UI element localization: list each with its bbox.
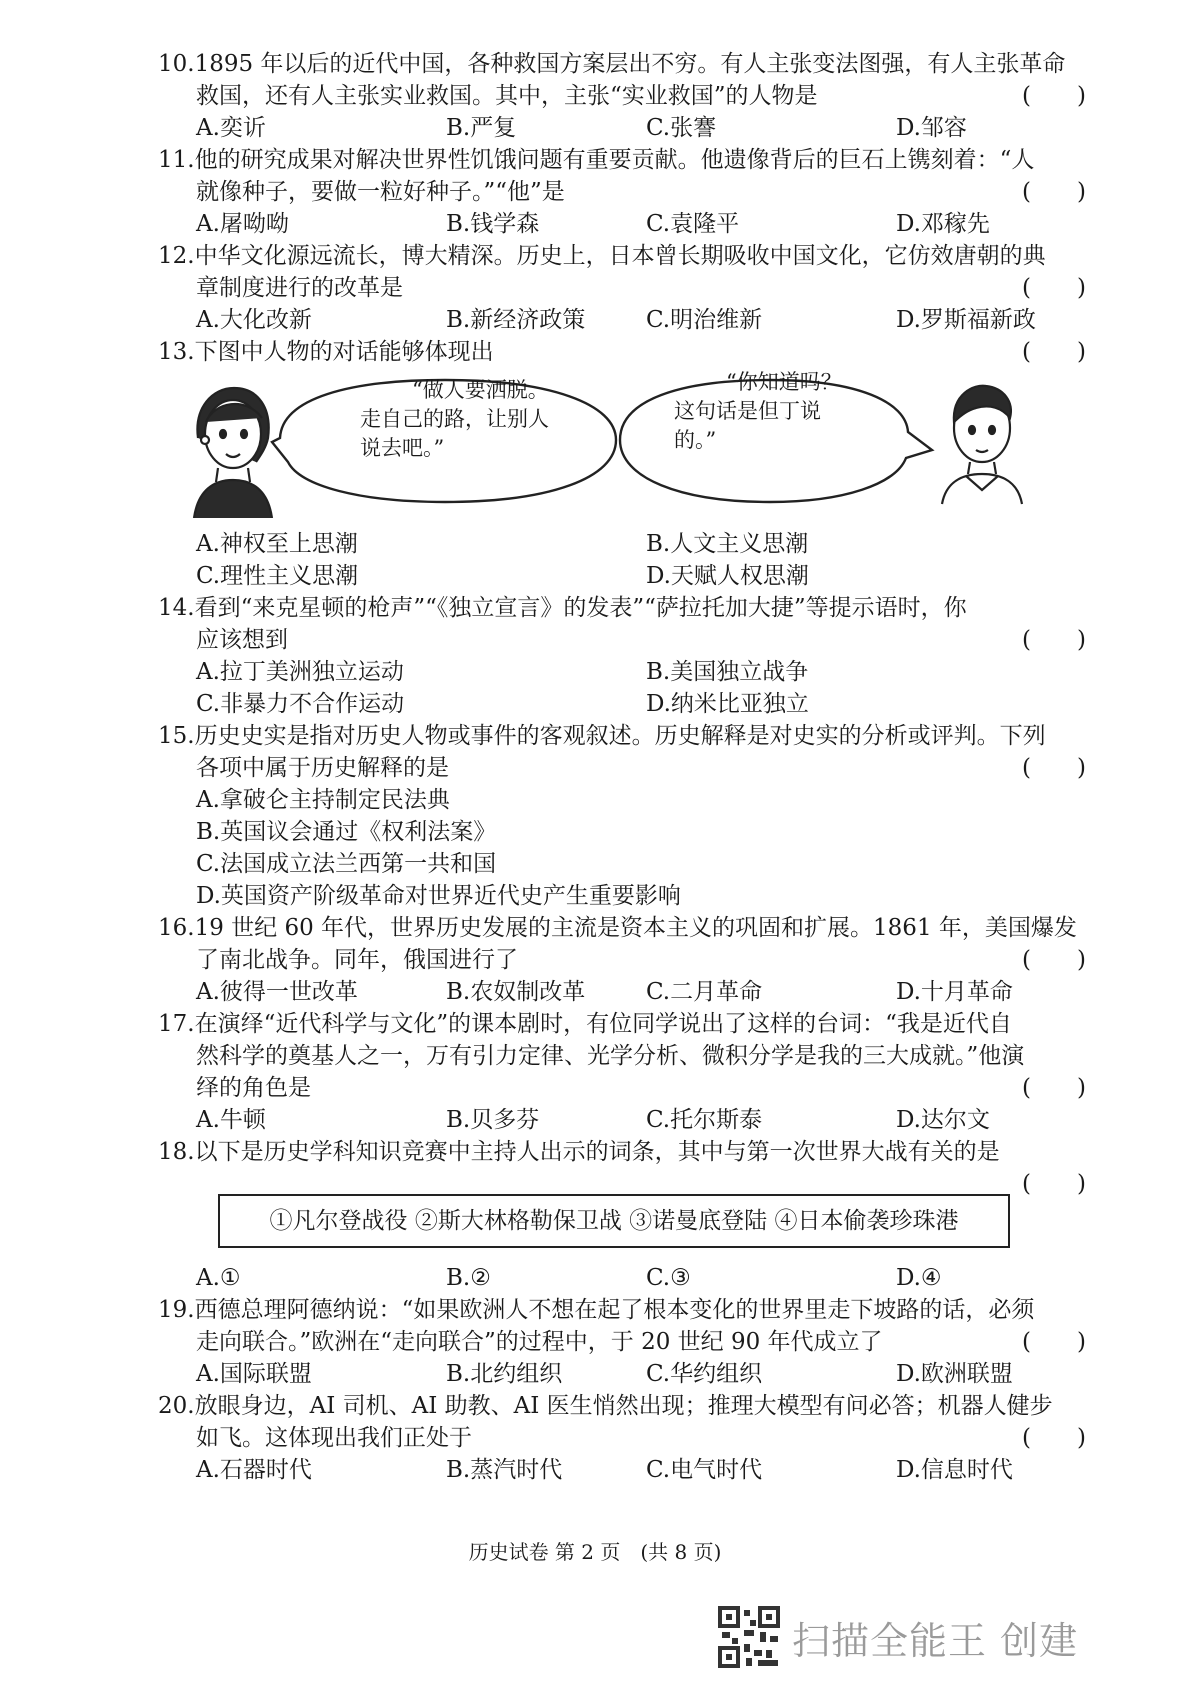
- answer-blank: ( ): [1022, 627, 1086, 653]
- options-row: [158, 1358, 1088, 1390]
- question-text: 绎的角色是: [196, 1075, 311, 1101]
- boy-speech-line: 的。”: [674, 428, 717, 452]
- option-d: D.天赋人权思潮: [646, 563, 809, 589]
- question-text: 救国，还有人主张实业救国。其中，主张“实业救国”的人物是: [196, 83, 818, 109]
- options-row: [158, 560, 1088, 592]
- answer-blank: ( ): [1022, 1075, 1086, 1101]
- question-13-options: [158, 528, 1088, 592]
- answer-blank: ( ): [1022, 947, 1086, 973]
- options-row: [158, 656, 1088, 688]
- question-text: 章制度进行的改革是: [196, 275, 403, 301]
- dialogue-illustration: [190, 370, 1080, 518]
- watermark-text: 扫描全能王 创建: [792, 1619, 1079, 1663]
- qr-code-icon: [718, 1606, 780, 1668]
- question-12: [158, 240, 1088, 336]
- question-text: 就像种子，要做一粒好种子。”“他”是: [196, 179, 565, 205]
- option-b: B.钱学森: [446, 211, 540, 237]
- question-text: 14.看到“来克星顿的枪声”“《独立宣言》的发表”“萨拉托加大捷”等提示语时，你: [158, 595, 967, 621]
- question-text: 16.19 世纪 60 年代，世界历史发展的主流是资本主义的巩固和扩展。1861 年，美国爆发: [158, 915, 1077, 941]
- question-text: 13.下图中人物的对话能够体现出: [158, 339, 494, 365]
- page-footer: 历史试卷 第 2 页 (共 8 页): [468, 1540, 722, 1564]
- option-d: D.达尔文: [896, 1107, 990, 1133]
- option-d: D.英国资产阶级革命对世界近代史产生重要影响: [196, 883, 681, 909]
- option-c: C.非暴力不合作运动: [196, 691, 405, 717]
- option-b: B.北约组织: [446, 1361, 563, 1387]
- answer-blank: ( ): [1022, 1171, 1086, 1197]
- girl-speech-line: “做人要洒脱。: [412, 378, 549, 402]
- question-16: [158, 912, 1088, 1008]
- question-17: [158, 1008, 1088, 1136]
- option-c: C.电气时代: [646, 1457, 763, 1483]
- option-b: B.人文主义思潮: [646, 531, 809, 557]
- boy-figure: [942, 386, 1022, 504]
- options-row: [158, 688, 1088, 720]
- option-a: A.牛顿: [196, 1107, 266, 1133]
- option-d: D.欧洲联盟: [896, 1361, 1013, 1387]
- question-19: [158, 1294, 1088, 1390]
- question-text: 应该想到: [196, 627, 288, 653]
- option-d: D.邹容: [896, 115, 967, 141]
- option-a: A.大化改新: [196, 307, 312, 333]
- question-text: 18.以下是历史学科知识竞赛中主持人出示的词条，其中与第一次世界大战有关的是: [158, 1139, 1000, 1165]
- option-d: D.信息时代: [896, 1457, 1013, 1483]
- option-a: A.神权至上思潮: [196, 531, 358, 557]
- question-text: 15.历史史实是指对历史人物或事件的客观叙述。历史解释是对史实的分析或评判。下列: [158, 723, 1046, 749]
- option-a: A.石器时代: [196, 1457, 312, 1483]
- option-d: D.④: [896, 1265, 942, 1291]
- question-20: [158, 1390, 1088, 1486]
- option-d: D.纳米比亚独立: [646, 691, 809, 717]
- question-text: 11.他的研究成果对解决世界性饥饿问题有重要贡献。他遗像背后的巨石上镌刻着：“人: [158, 147, 1035, 173]
- question-15: [158, 720, 1088, 912]
- term-list-box: ①凡尔登战役 ②斯大林格勒保卫战 ③诺曼底登陆 ④日本偷袭珍珠港: [218, 1194, 1010, 1248]
- options-row: [158, 112, 1088, 144]
- question-text: 17.在演绎“近代科学与文化”的课本剧时，有位同学说出了这样的台词：“我是近代自: [158, 1011, 1012, 1037]
- option-c: C.张謇: [646, 115, 717, 141]
- options-row: [158, 528, 1088, 560]
- option-b: B.农奴制改革: [446, 979, 586, 1005]
- option-b: B.严复: [446, 115, 517, 141]
- answer-blank: ( ): [1022, 83, 1086, 109]
- boy-speech-line: 这句话是但丁说: [674, 399, 821, 423]
- question-18: [158, 1136, 1088, 1200]
- option-a: A.奕䜣: [196, 115, 266, 141]
- question-10: [158, 48, 1088, 144]
- question-text: 然科学的奠基人之一，万有引力定律、光学分析、微积分学是我的三大成就。”他演: [196, 1043, 1025, 1069]
- option-c: C.理性主义思潮: [196, 563, 359, 589]
- answer-blank: ( ): [1022, 179, 1086, 205]
- option-a: A.拉丁美洲独立运动: [196, 659, 404, 685]
- option-b: B.②: [446, 1265, 491, 1291]
- option-b: B.新经济政策: [446, 307, 586, 333]
- options-row: [158, 1262, 1088, 1294]
- option-d: D.十月革命: [896, 979, 1013, 1005]
- question-13: [158, 336, 1088, 368]
- answer-blank: ( ): [1022, 1329, 1086, 1355]
- options-row: [158, 1104, 1088, 1136]
- question-text: 12.中华文化源远流长，博大精深。历史上，日本曾长期吸收中国文化，它仿效唐朝的典: [158, 243, 1046, 269]
- option-d: D.罗斯福新政: [896, 307, 1036, 333]
- girl-figure: [194, 388, 272, 518]
- option-c: C.法国成立法兰西第一共和国: [196, 851, 497, 877]
- question-text: 了南北战争。同年，俄国进行了: [196, 947, 518, 973]
- answer-blank: ( ): [1022, 275, 1086, 301]
- option-b: B.美国独立战争: [646, 659, 809, 685]
- question-text: 如飞。这体现出我们正处于: [196, 1425, 472, 1451]
- answer-blank: ( ): [1022, 339, 1086, 365]
- girl-speech: [360, 376, 549, 463]
- option-a: A.①: [196, 1265, 241, 1291]
- options-row: [158, 1454, 1088, 1486]
- option-a: A.拿破仑主持制定民法典: [196, 787, 450, 813]
- option-b: B.贝多芬: [446, 1107, 540, 1133]
- option-c: C.华约组织: [646, 1361, 763, 1387]
- answer-blank: ( ): [1022, 755, 1086, 781]
- option-c: C.二月革命: [646, 979, 763, 1005]
- question-11: [158, 144, 1088, 240]
- answer-blank: ( ): [1022, 1425, 1086, 1451]
- option-a: A.国际联盟: [196, 1361, 312, 1387]
- girl-speech-line: 说去吧。”: [360, 436, 445, 460]
- boy-speech-line: “你知道吗？: [726, 370, 842, 394]
- option-c: C.托尔斯泰: [646, 1107, 763, 1133]
- option-b: B.蒸汽时代: [446, 1457, 563, 1483]
- option-c: C.明治维新: [646, 307, 763, 333]
- options-row: [158, 208, 1088, 240]
- option-a: A.屠呦呦: [196, 211, 289, 237]
- option-d: D.邓稼先: [896, 211, 990, 237]
- question-text: 10.1895 年以后的近代中国，各种救国方案层出不穷。有人主张变法图强，有人主张革命: [158, 51, 1066, 77]
- boy-speech: [674, 368, 842, 455]
- dialogue-drawing: [190, 378, 1080, 518]
- question-14: [158, 592, 1088, 720]
- option-c: C.③: [646, 1265, 691, 1291]
- option-c: C.袁隆平: [646, 211, 740, 237]
- question-text: 走向联合。”欧洲在“走向联合”的过程中，于 20 世纪 90 年代成立了: [196, 1329, 883, 1355]
- girl-speech-line: 走自己的路，让别人: [360, 407, 549, 431]
- option-b: B.英国议会通过《权利法案》: [196, 819, 497, 845]
- option-a: A.彼得一世改革: [196, 979, 358, 1005]
- question-18-options: [158, 1262, 1088, 1294]
- options-row: [158, 304, 1088, 336]
- question-text: 20.放眼身边，AI 司机、AI 助教、AI 医生悄然出现；推理大模型有问必答；机器人健步: [158, 1393, 1053, 1419]
- question-text: 19.西德总理阿德纳说：“如果欧洲人不想在起了根本变化的世界里走下坡路的话，必须: [158, 1297, 1035, 1323]
- options-row: [158, 976, 1088, 1008]
- question-text: 各项中属于历史解释的是: [196, 755, 449, 781]
